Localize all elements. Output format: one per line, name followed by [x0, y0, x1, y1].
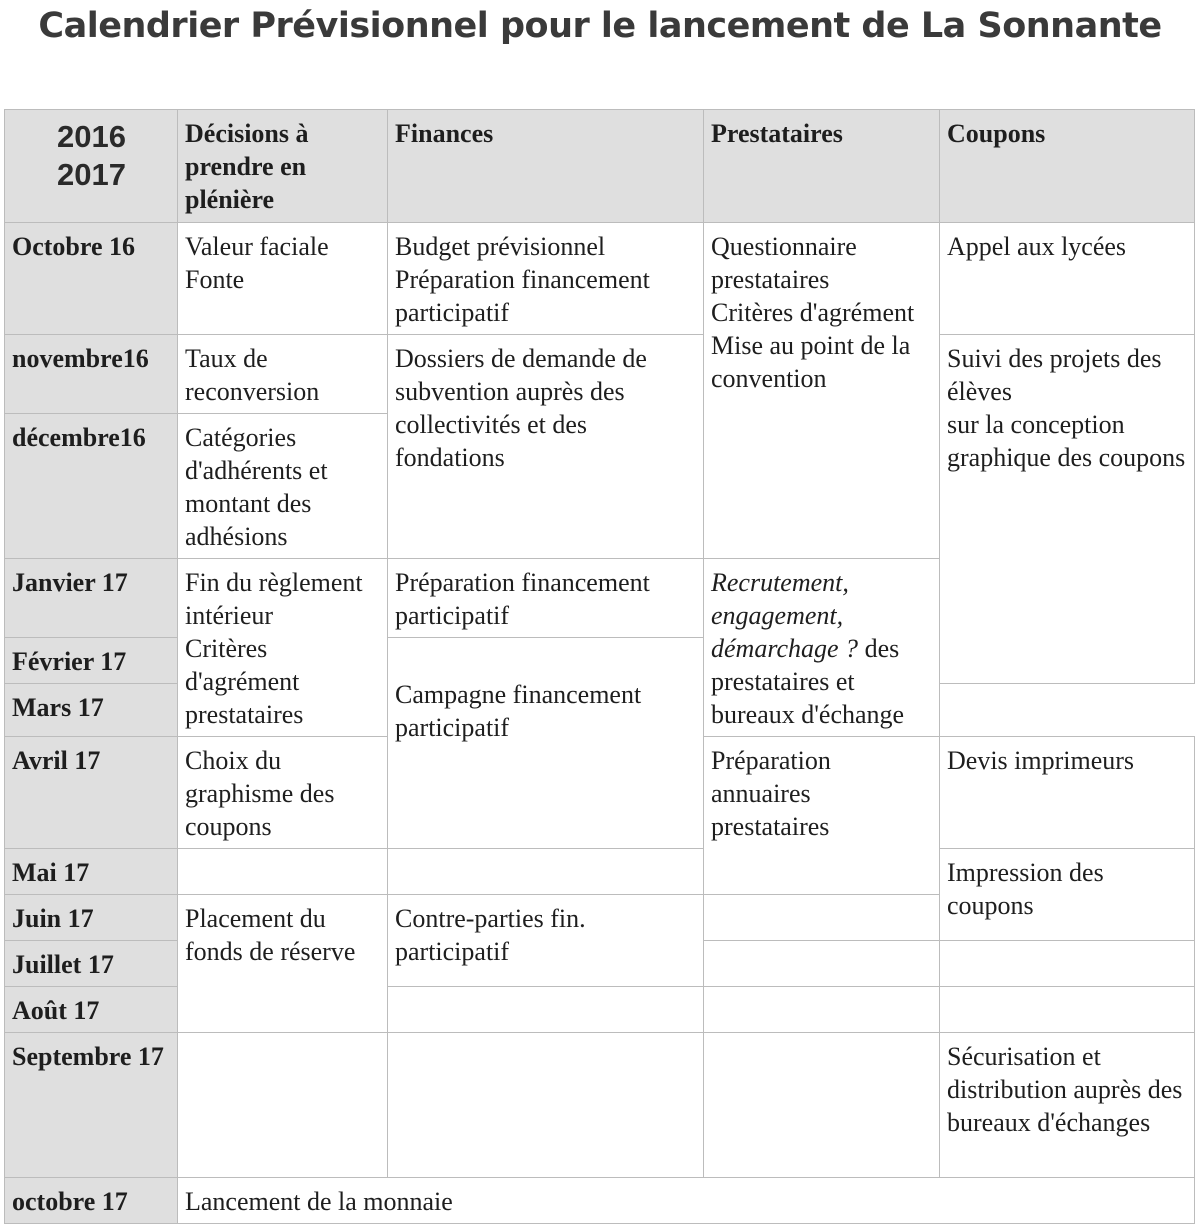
cell-line: Fin du règlement intérieur [185, 568, 363, 630]
month-label: Mars 17 [5, 684, 178, 737]
cell-line: Budget prévisionnel [395, 232, 606, 261]
month-label: Juillet 17 [5, 941, 178, 987]
month-label: Février 17 [5, 638, 178, 684]
year-2016: 2016 [57, 119, 126, 154]
table-row [5, 1178, 1195, 1224]
month-label: décembre16 [5, 414, 178, 559]
column-header-decisions: Décisions à prendre en plénière [178, 110, 388, 223]
finances-cell: Contre-parties fin. participatif [388, 895, 704, 987]
column-header-prestataires: Prestataires [704, 110, 940, 223]
cell-line: sur la conception graphique des coupons [947, 410, 1186, 472]
cell-line: Mise au point de la convention [711, 331, 911, 393]
decisions-cell [178, 849, 388, 895]
finances-cell: Dossiers de demande de subvention auprès des collectivités et des fondations [388, 335, 704, 559]
prestataires-cell [704, 223, 940, 559]
coupons-cell: Appel aux lycées [940, 223, 1195, 335]
table-row [5, 223, 1195, 335]
month-label: Mai 17 [5, 849, 178, 895]
coupons-cell: Impression des coupons [940, 849, 1195, 941]
decisions-cell: Taux de reconversion [178, 335, 388, 414]
table-row [5, 335, 1195, 414]
prestataires-cell [704, 559, 940, 737]
month-label: Août 17 [5, 987, 178, 1033]
month-label: Septembre 17 [5, 1033, 178, 1178]
coupons-cell [940, 987, 1195, 1033]
coupons-cell [940, 335, 1195, 684]
coupons-cell [940, 941, 1195, 987]
month-label: Octobre 16 [5, 223, 178, 335]
finances-cell [388, 1033, 704, 1178]
decisions-cell: Catégories d'adhérents et montant des adhésions [178, 414, 388, 559]
table-row [5, 1033, 1195, 1178]
month-label: Avril 17 [5, 737, 178, 849]
month-label: Janvier 17 [5, 559, 178, 638]
year-header [5, 110, 178, 223]
decisions-cell [178, 1033, 388, 1178]
decisions-cell [178, 559, 388, 737]
cell-text: des prestataires et bureaux d'échange [711, 634, 905, 729]
schedule-table [4, 109, 1195, 1224]
cell-line: Fonte [185, 265, 245, 294]
prestataires-cell [704, 941, 940, 987]
cell-line: Valeur faciale [185, 232, 329, 261]
italic-text: Recrutement, engagement, démarchage ? [711, 568, 859, 663]
cell-line: Suivi des projets des élèves [947, 344, 1162, 406]
finances-cell [388, 223, 704, 335]
finances-cell: Campagne financement participatif [388, 638, 704, 849]
decisions-cell: Choix du graphisme des coupons [178, 737, 388, 849]
prestataires-cell [704, 1033, 940, 1178]
finances-cell [388, 849, 704, 895]
column-header-coupons: Coupons [940, 110, 1195, 223]
finances-cell [388, 987, 704, 1033]
prestataires-cell [704, 895, 940, 941]
coupons-cell: Sécurisation et distribution auprès des bureaux d'échanges [940, 1033, 1195, 1178]
prestataires-cell [704, 987, 940, 1033]
header-row [5, 110, 1195, 223]
month-label: octobre 17 [5, 1178, 178, 1224]
page-title: Calendrier Prévisionnel pour le lancement de La Sonnante [38, 6, 1162, 46]
month-label: Juin 17 [5, 895, 178, 941]
month-label: novembre16 [5, 335, 178, 414]
column-header-finances: Finances [388, 110, 704, 223]
table-row [5, 849, 1195, 895]
prestataires-cell: Préparation annuaires prestataires [704, 737, 940, 895]
cell-line: Critères d'agrément prestataires [185, 634, 304, 729]
cell-line: Critères d'agrément [711, 298, 915, 327]
cell-line: Préparation financement participatif [395, 265, 650, 327]
coupons-cell: Devis imprimeurs [940, 737, 1195, 849]
launch-cell: Lancement de la monnaie [178, 1178, 1195, 1224]
decisions-cell: Placement du fonds de réserve [178, 895, 388, 1033]
decisions-cell [178, 223, 388, 335]
finances-cell: Préparation financement participatif [388, 559, 704, 638]
cell-line: Questionnaire prestataires [711, 232, 857, 294]
year-2017: 2017 [57, 157, 126, 192]
